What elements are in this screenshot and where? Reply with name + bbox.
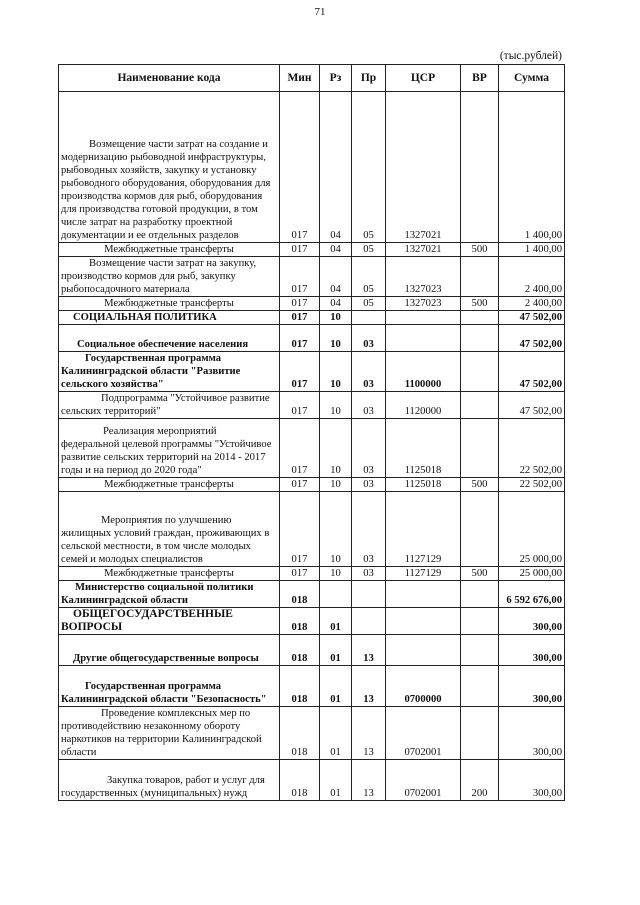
row-sum: 47 502,00 (499, 392, 565, 419)
row-pr: 05 (352, 92, 386, 243)
row-sum: 25 000,00 (499, 567, 565, 581)
row-csr (386, 581, 461, 608)
row-rz: 10 (320, 567, 352, 581)
row-vr (461, 325, 499, 352)
row-sum: 47 502,00 (499, 325, 565, 352)
row-rz: 10 (320, 419, 352, 478)
row-csr: 0700000 (386, 666, 461, 707)
row-vr (461, 92, 499, 243)
row-name: Государственная программа Калининградской области "Безопасность" (59, 666, 280, 707)
row-min: 018 (280, 581, 320, 608)
row-name: Межбюджетные трансферты (59, 567, 280, 581)
row-name: Проведение комплексных мер по противодействию незаконному обороту наркотиков на территории Калининградской области (59, 707, 280, 760)
table-header-row (59, 65, 565, 92)
table-row (59, 478, 565, 492)
row-min: 017 (280, 492, 320, 567)
table-row (59, 297, 565, 311)
row-name: Социальное обеспечение населения (59, 325, 280, 352)
row-name: Межбюджетные трансферты (59, 243, 280, 257)
table-row (59, 419, 565, 478)
row-min: 017 (280, 325, 320, 352)
row-sum: 6 592 676,00 (499, 581, 565, 608)
row-name: ОБЩЕГОСУДАРСТВЕННЫЕ ВОПРОСЫ (59, 608, 280, 635)
row-vr (461, 257, 499, 297)
row-csr: 1125018 (386, 419, 461, 478)
row-csr: 1327023 (386, 257, 461, 297)
row-vr: 500 (461, 243, 499, 257)
row-min: 018 (280, 608, 320, 635)
row-vr (461, 492, 499, 567)
row-csr (386, 325, 461, 352)
row-pr: 13 (352, 760, 386, 801)
row-rz: 04 (320, 92, 352, 243)
row-pr: 05 (352, 257, 386, 297)
header-vr: ВР (461, 65, 499, 92)
row-vr: 500 (461, 567, 499, 581)
row-rz: 10 (320, 325, 352, 352)
row-vr: 200 (461, 760, 499, 801)
row-pr: 03 (352, 392, 386, 419)
table-row (59, 325, 565, 352)
table-row (59, 567, 565, 581)
row-min: 017 (280, 419, 320, 478)
row-rz: 10 (320, 478, 352, 492)
row-sum: 1 400,00 (499, 243, 565, 257)
row-vr (461, 311, 499, 325)
row-sum: 300,00 (499, 760, 565, 801)
row-pr: 03 (352, 325, 386, 352)
row-name: Реализация мероприятий федеральной целевой программы "Устойчивое развитие сельских территорий на 2014 - 2017 годы и на период до 2020 года" (59, 419, 280, 478)
row-csr: 1327021 (386, 92, 461, 243)
row-rz: 04 (320, 297, 352, 311)
row-pr (352, 581, 386, 608)
row-pr (352, 311, 386, 325)
row-rz: 01 (320, 760, 352, 801)
row-name: Другие общегосударственные вопросы (59, 635, 280, 666)
row-pr: 03 (352, 478, 386, 492)
row-sum: 22 502,00 (499, 478, 565, 492)
row-csr: 1327023 (386, 297, 461, 311)
row-name: СОЦИАЛЬНАЯ ПОЛИТИКА (59, 311, 280, 325)
table-row (59, 581, 565, 608)
row-pr: 05 (352, 243, 386, 257)
header-name: Наименование кода (59, 65, 280, 92)
row-vr: 500 (461, 478, 499, 492)
row-sum: 47 502,00 (499, 311, 565, 325)
row-min: 017 (280, 297, 320, 311)
row-sum: 25 000,00 (499, 492, 565, 567)
row-min: 017 (280, 92, 320, 243)
page-number: 71 (314, 6, 326, 18)
row-vr (461, 581, 499, 608)
row-csr (386, 635, 461, 666)
row-rz: 04 (320, 257, 352, 297)
row-min: 018 (280, 707, 320, 760)
row-name: Закупка товаров, работ и услуг для государственных (муниципальных) нужд (59, 760, 280, 801)
row-name: Возмещение части затрат на создание и модернизацию рыбоводной инфраструктуры, рыбоводных хозяйств, закупку и установку рыбоводного оборудования, оборудования для производства кормов для рыб, оборудования для производства готовой продукции, в том числе затрат на разработку проектной документации и ее отдельных разделов (59, 92, 280, 243)
row-min: 018 (280, 635, 320, 666)
header-sum: Сумма (499, 65, 565, 92)
row-rz: 01 (320, 635, 352, 666)
table-row (59, 257, 565, 297)
row-name: Подпрограмма "Устойчивое развитие сельских территорий" (59, 392, 280, 419)
table-row (59, 608, 565, 635)
row-sum: 2 400,00 (499, 257, 565, 297)
header-csr: ЦСР (386, 65, 461, 92)
row-pr: 03 (352, 567, 386, 581)
row-csr: 1120000 (386, 392, 461, 419)
units-label: (тыс.рублей) (499, 50, 562, 62)
row-sum: 300,00 (499, 666, 565, 707)
row-name: Возмещение части затрат на закупку, производство кормов для рыб, закупку рыбопосадочного материала (59, 257, 280, 297)
row-name: Мероприятия по улучшению жилищных условий граждан, проживающих в сельской местности, в том числе молодых семей и молодых специалистов (59, 492, 280, 567)
row-sum: 47 502,00 (499, 352, 565, 392)
row-csr (386, 311, 461, 325)
table-row (59, 760, 565, 801)
row-csr: 1100000 (386, 352, 461, 392)
row-min: 017 (280, 352, 320, 392)
row-rz: 01 (320, 666, 352, 707)
row-csr: 0702001 (386, 760, 461, 801)
row-name: Министерство социальной политики Калининградской области (59, 581, 280, 608)
row-pr: 13 (352, 707, 386, 760)
row-name: Межбюджетные трансферты (59, 297, 280, 311)
row-rz: 01 (320, 707, 352, 760)
row-rz: 04 (320, 243, 352, 257)
row-sum: 300,00 (499, 608, 565, 635)
row-rz (320, 581, 352, 608)
row-rz: 01 (320, 608, 352, 635)
row-pr: 13 (352, 635, 386, 666)
row-min: 017 (280, 243, 320, 257)
row-vr (461, 608, 499, 635)
row-sum: 22 502,00 (499, 419, 565, 478)
row-min: 017 (280, 392, 320, 419)
row-vr (461, 352, 499, 392)
row-min: 017 (280, 567, 320, 581)
row-csr: 1127129 (386, 567, 461, 581)
row-pr: 03 (352, 419, 386, 478)
row-pr: 03 (352, 352, 386, 392)
table-row (59, 492, 565, 567)
row-vr (461, 392, 499, 419)
header-min: Мин (280, 65, 320, 92)
row-sum: 2 400,00 (499, 297, 565, 311)
row-csr: 1127129 (386, 492, 461, 567)
row-vr: 500 (461, 297, 499, 311)
row-vr (461, 419, 499, 478)
row-sum: 1 400,00 (499, 92, 565, 243)
row-csr: 1125018 (386, 478, 461, 492)
row-csr: 1327021 (386, 243, 461, 257)
row-csr: 0702001 (386, 707, 461, 760)
row-min: 018 (280, 760, 320, 801)
header-pr: Пр (352, 65, 386, 92)
row-min: 017 (280, 311, 320, 325)
row-sum: 300,00 (499, 707, 565, 760)
row-pr (352, 608, 386, 635)
table-row (59, 635, 565, 666)
row-min: 017 (280, 478, 320, 492)
table-row (59, 311, 565, 325)
row-name: Государственная программа Калининградской области "Развитие сельского хозяйства" (59, 352, 280, 392)
table-row (59, 352, 565, 392)
table-row (59, 707, 565, 760)
row-vr (461, 707, 499, 760)
row-rz: 10 (320, 492, 352, 567)
row-pr: 13 (352, 666, 386, 707)
table-row (59, 92, 565, 243)
row-sum: 300,00 (499, 635, 565, 666)
row-rz: 10 (320, 311, 352, 325)
row-vr (461, 635, 499, 666)
row-min: 017 (280, 257, 320, 297)
row-rz: 10 (320, 352, 352, 392)
row-csr (386, 608, 461, 635)
row-pr: 05 (352, 297, 386, 311)
row-pr: 03 (352, 492, 386, 567)
budget-table (58, 64, 565, 801)
table-row (59, 666, 565, 707)
header-rz: Рз (320, 65, 352, 92)
row-min: 018 (280, 666, 320, 707)
row-vr (461, 666, 499, 707)
table-row (59, 392, 565, 419)
row-name: Межбюджетные трансферты (59, 478, 280, 492)
row-rz: 10 (320, 392, 352, 419)
table-row (59, 243, 565, 257)
